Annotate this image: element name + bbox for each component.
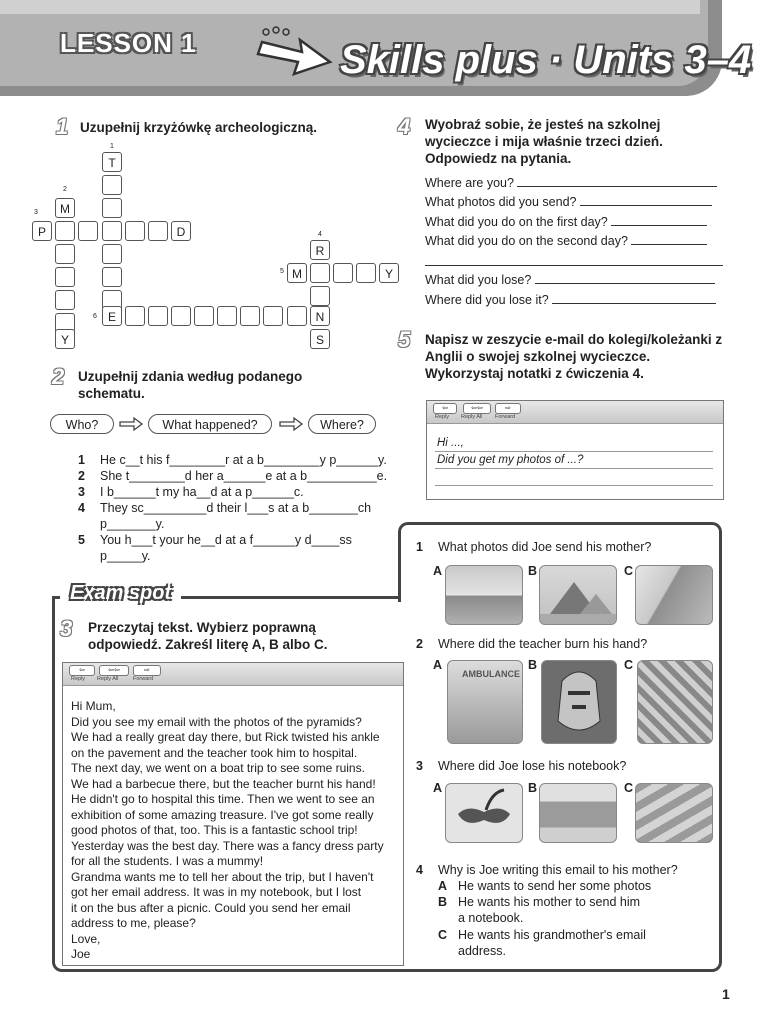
answer-line[interactable] [425, 265, 723, 266]
clue-number: 2 [63, 186, 67, 193]
reply-icon[interactable]: ⇦ [433, 403, 457, 414]
forward-label: Forward [133, 676, 154, 682]
crossword-cell[interactable] [148, 306, 168, 326]
item-number: 3 [78, 485, 85, 499]
reply-all-icon[interactable]: ⇦⇦ [463, 403, 491, 414]
crossword-cell[interactable] [333, 263, 353, 283]
letter-line: We had a really great day there, but Rick twisted his ankle [71, 730, 380, 744]
answer-line[interactable] [535, 283, 715, 284]
crossword-cell[interactable] [55, 244, 75, 264]
option-letter[interactable]: C [624, 564, 634, 578]
exercise-2-number: 2 [52, 364, 65, 389]
crossword-cell[interactable] [148, 221, 168, 241]
question-text: What did you do on the second day? [425, 234, 628, 248]
crossword-cell[interactable] [194, 306, 214, 326]
option-letter[interactable]: A [433, 658, 443, 672]
crossword-cell[interactable] [55, 290, 75, 310]
sentence-item[interactable]: You h___t your he__d at a f______y d____ss [100, 533, 352, 547]
crossword-cell[interactable] [310, 263, 330, 283]
question-text: What did you lose? [425, 273, 532, 287]
crossword-cell[interactable] [356, 263, 376, 283]
option-letter[interactable]: B [528, 781, 538, 795]
question-text: Where did the teacher burn his hand? [438, 637, 648, 651]
exercise-4-number: 4 [398, 114, 411, 139]
option-text: a notebook. [458, 911, 524, 925]
option-letter[interactable]: B [438, 895, 448, 909]
crossword-cell[interactable] [78, 221, 98, 241]
email-toolbar [63, 663, 403, 686]
crossword-cell[interactable]: P [32, 221, 52, 241]
crossword-cell[interactable] [217, 306, 237, 326]
question-text: What photos did Joe send his mother? [438, 540, 652, 554]
letter-line: Joe [71, 947, 91, 961]
crossword-cell[interactable] [102, 175, 122, 195]
forward-icon[interactable]: ⇨ [133, 665, 161, 676]
question-row[interactable] [425, 194, 723, 210]
question-text: Where did Joe lose his notebook? [438, 759, 627, 773]
pill-what-happened: What happened? [148, 414, 272, 434]
crossword-cell[interactable]: N [310, 306, 330, 326]
photo-boat-ruins[interactable] [445, 565, 523, 625]
option-text: He wants his grandmother's email [458, 928, 646, 942]
reply-label: Reply [435, 414, 450, 420]
question-row[interactable] [425, 175, 723, 191]
option-text: address. [458, 944, 506, 958]
crossword-cell[interactable]: M [55, 198, 75, 218]
email-template-box [426, 400, 724, 500]
clue-number: 4 [318, 231, 322, 238]
clue-number: 5 [280, 268, 284, 275]
crossword-cell[interactable] [102, 221, 122, 241]
exercise-4-instruction: Wyobraź sobie, że jesteś na szkolnej wycieczce i mija właśnie trzeci dzień. Odpowiedz na pytania. [425, 117, 663, 166]
answer-line[interactable] [517, 186, 717, 187]
reply-all-icon[interactable]: ⇦⇦ [99, 665, 129, 676]
answer-line[interactable] [580, 205, 712, 206]
question-row[interactable] [425, 272, 723, 288]
header-strip [0, 0, 700, 14]
question-text: What did you do on the first day? [425, 215, 608, 229]
crossword-cell[interactable] [55, 267, 75, 287]
letter-line: We had a barbecue there, but the teacher burnt his hand! [71, 776, 376, 791]
option-letter[interactable]: A [438, 879, 448, 893]
letter-line: Hi Mum, [71, 699, 116, 713]
crossword-cell[interactable] [55, 221, 75, 241]
arrow-right-icon [118, 416, 144, 432]
exercise-5-instruction: Napisz w zeszycie e-mail do kolegi/koleżanki z Anglii o swojej szkolnej wycieczce. Wykorzystaj notatki z ćwiczenia 4. [425, 332, 723, 381]
exercise-5-number: 5 [398, 327, 411, 352]
arrow-icon [256, 24, 336, 80]
photo-barbecue[interactable] [637, 660, 713, 744]
question-number: 2 [416, 637, 423, 651]
question-number: 4 [416, 863, 423, 877]
arrow-right-icon [278, 416, 304, 432]
email-toolbar [427, 401, 723, 424]
photo-ambulance[interactable] [447, 660, 523, 744]
reply-label: Reply [71, 676, 86, 682]
exercise-3-number: 3 [60, 616, 73, 641]
page-number: 1 [722, 986, 730, 1002]
answer-line[interactable] [611, 225, 707, 226]
crossword-cell[interactable] [310, 286, 330, 306]
divider [435, 468, 713, 469]
letter-line: Love, [71, 931, 101, 946]
letter-text [71, 699, 384, 963]
sentence-item-cont[interactable]: p_____y. [100, 549, 151, 563]
question-row[interactable] [425, 233, 723, 249]
crossword-cell[interactable]: M [287, 263, 307, 283]
email-line: Hi ..., [437, 437, 464, 449]
page-title: Skills plus · Units 3–4 [340, 38, 752, 82]
photo-treasure-mask[interactable] [541, 660, 617, 744]
crossword-cell[interactable] [102, 198, 122, 218]
question-row[interactable] [425, 292, 723, 308]
crossword-cell[interactable]: Y [55, 329, 75, 349]
letter-line: got her email address. It was in my notebook, but I lost [71, 885, 362, 899]
letter-line: exhibition of some amazing treasure. I've got some really [71, 807, 374, 822]
divider [435, 451, 713, 452]
divider [435, 485, 713, 486]
crossword-cell[interactable] [125, 306, 145, 326]
crossword-cell[interactable]: T [102, 152, 122, 172]
sentence-item-cont[interactable]: p_______y. [100, 517, 165, 531]
photo-party-mask[interactable] [445, 783, 523, 843]
reply-icon[interactable]: ⇦ [69, 665, 95, 676]
option-letter[interactable]: B [528, 564, 538, 578]
photo-bus[interactable] [539, 783, 617, 843]
letter-line: Did you see my email with the photos of the pyramids? [71, 714, 362, 729]
exercise-2-instruction: Uzupełnij zdania według podanego schematu. [78, 369, 303, 401]
letter-line: good photos of that, too. This is a fantastic school trip! [71, 823, 358, 837]
photo-picnic[interactable] [635, 783, 713, 843]
letter-line: Yesterday was the best day. There was a fancy dress party [71, 838, 384, 853]
crossword-cell[interactable] [263, 306, 283, 326]
crossword-cell[interactable]: R [310, 240, 330, 260]
exam-spot-badge: Exam spot [60, 580, 181, 607]
option-letter[interactable]: A [433, 781, 443, 795]
option-letter[interactable]: B [528, 658, 538, 672]
forward-label: Forward [495, 414, 516, 420]
question-row[interactable] [425, 214, 723, 230]
sentence-item[interactable]: They sc_________d their l___s at a b_______ch [100, 501, 372, 515]
email-line: Did you get my photos of ...? [437, 454, 584, 466]
question-text: Where did you lose it? [425, 293, 549, 307]
letter-box [62, 662, 404, 966]
answer-line[interactable] [552, 303, 716, 304]
crossword-cell[interactable] [102, 267, 122, 287]
letter-line: for all the students. I was a mummy! [71, 854, 264, 868]
crossword-cell[interactable]: E [102, 306, 122, 326]
option-text: He wants his mother to send him [458, 895, 641, 909]
clue-number: 3 [34, 209, 38, 216]
answer-line[interactable] [631, 244, 707, 245]
photo-ankle[interactable] [635, 565, 713, 625]
ambulance-label: AMBULANCE [462, 669, 520, 679]
lesson-label: LESSON 1 [60, 28, 197, 58]
sentence-item[interactable]: I b______t my ha__d at a p______c. [100, 485, 304, 499]
letter-line: on the pavement and the teacher took him to hospital. [71, 745, 358, 760]
clue-number: 1 [110, 143, 114, 150]
letter-line: it on the bus after a picnic. Could you send her email [71, 900, 351, 915]
exercise-1-instruction: Uzupełnij krzyżówkę archeologiczną. [80, 120, 318, 135]
reply-all-label: Reply All [461, 414, 483, 420]
photo-pyramids[interactable] [539, 565, 617, 625]
crossword-cell[interactable]: Y [379, 263, 399, 283]
item-number: 5 [78, 533, 85, 547]
question-text: Why is Joe writing this email to his mother? [438, 863, 678, 877]
crossword-cell[interactable] [287, 306, 307, 326]
question-text: Where are you? [425, 176, 514, 190]
option-letter[interactable]: C [438, 928, 448, 942]
pill-who: Who? [50, 414, 114, 434]
crossword-cell[interactable]: S [310, 329, 330, 349]
question-number: 1 [416, 540, 423, 554]
sentence-item[interactable]: She t________d her a______e at a b__________e. [100, 469, 388, 483]
option-letter[interactable]: A [433, 564, 443, 578]
exercise-1-number: 1 [56, 114, 69, 139]
crossword-cell[interactable] [240, 306, 260, 326]
crossword-cell[interactable] [102, 244, 122, 264]
crossword-cell[interactable] [171, 306, 191, 326]
question-number: 3 [416, 759, 423, 773]
sentence-item[interactable]: He c__t his f________r at a b________y p______y. [100, 453, 387, 467]
letter-line: Grandma wants me to tell her about the trip, but I haven't [71, 869, 374, 884]
question-text: What photos did you send? [425, 195, 577, 209]
letter-line: He didn't go to hospital this time. Then we went to see an [71, 792, 375, 806]
item-number: 1 [78, 453, 85, 467]
reply-all-label: Reply All [97, 676, 119, 682]
letter-line: The next day, we went on a boat trip to see some ruins. [71, 761, 365, 775]
crossword-cell[interactable] [125, 221, 145, 241]
option-text: He wants to send her some photos [458, 879, 652, 893]
crossword-cell[interactable]: D [171, 221, 191, 241]
forward-icon[interactable]: ⇨ [495, 403, 521, 414]
item-number: 2 [78, 469, 85, 483]
letter-line: address to me, please? [71, 916, 196, 930]
option-letter[interactable]: C [624, 781, 634, 795]
pill-where: Where? [308, 414, 376, 434]
option-letter[interactable]: C [624, 658, 634, 672]
clue-number: 6 [93, 313, 97, 320]
exercise-3-instruction: Przeczytaj tekst. Wybierz poprawną odpowiedź. Zakreśl literę A, B albo C. [88, 620, 328, 652]
item-number: 4 [78, 501, 85, 515]
